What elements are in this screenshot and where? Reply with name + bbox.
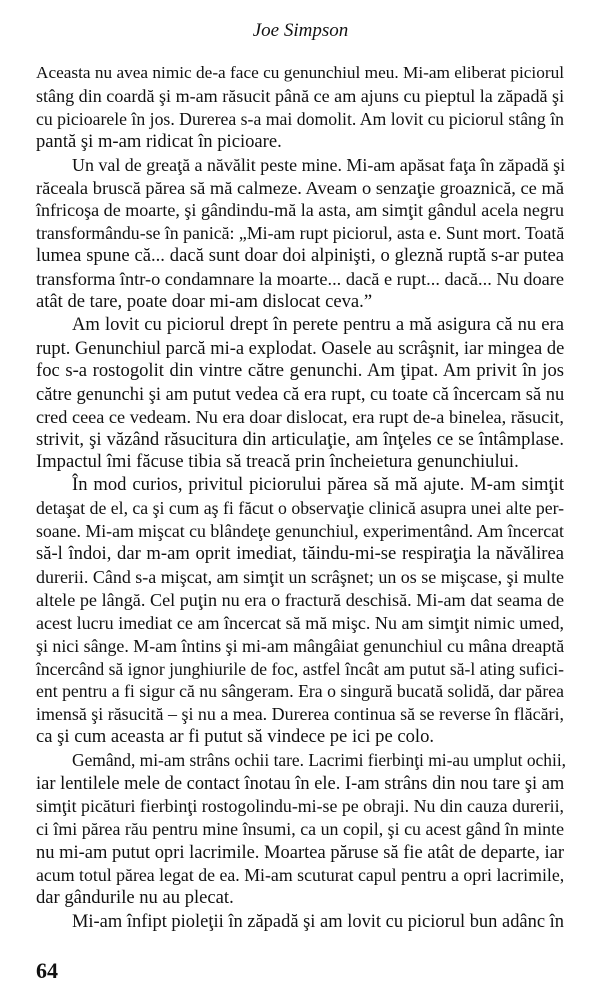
paragraph (36, 314, 564, 474)
text-line: Impactul îmi făcuse tibia să treacă prin încheietura genunchiului. (36, 451, 519, 473)
paragraph (36, 749, 567, 909)
text-line: ca şi cum aceasta ar fi putut să vindece pe ici pe colo. (36, 726, 435, 748)
paragraph (36, 62, 564, 154)
text-line: transformându-se în panică: „Mi-am rupt piciorul, asta e. Sunt mort. Toată (36, 223, 565, 244)
text-line: ci îmi părea rău pentru mine însumi, ca un copil, şi cu acest gând în minte (36, 818, 564, 839)
text-line: nu mi-am putut opri lacrimile. Moartea păruse să fie atât de departe, iar (36, 841, 564, 862)
text-line: rupt. Genunchiul parcă mi-a explodat. Oasele au scrâşnit, iar mingea de (36, 337, 565, 358)
text-line: cred ceea ce vedeam. Nu era doar dislocat, era rupt de-a binelea, răsucit, (36, 406, 564, 427)
text-line: lumea spune că... dacă sunt doar doi alpinişti, o gleznă ruptă s-ar putea (36, 245, 564, 267)
text-line: Gemând, mi-am strâns ochii tare. Lacrimi fierbinţi mi-au umplut ochii, (72, 750, 567, 771)
text-line: acest lucru imediat ce am încercat să mă mişc. Nu am simţit nimic umed, (36, 612, 564, 633)
text-line: strivit, şi văzând răsucitura din articulaţie, am înţeles ce se întâmplase. (36, 428, 564, 450)
text-line: În mod curios, privitul piciorului părea să mă ajute. M-am simţit (72, 474, 564, 496)
text-line: transforma într-o condamnare la moarte... dacă e rupt... dacă... Nu doare (36, 269, 564, 290)
text-line: Un val de greaţă a năvălit peste mine. Mi-am apăsat faţa în zăpadă şi (72, 154, 566, 175)
text-line: către genunchi şi am putut vedea că era rupt, cu toate că încercam să nu (36, 383, 565, 404)
page-number: 64 (36, 958, 58, 983)
text-line: dar gândurile nu au plecat. (36, 886, 234, 908)
text-line: să-l îndoi, dar m-am oprit imediat, tăindu-mi-se respiraţia la năvălirea (36, 543, 564, 565)
text-line: cu picioarele în jos. Durerea s-a mai domolit. Am lovit cu piciorul stâng în (36, 108, 564, 129)
text-line: încercând să ignor junghiurile de foc, astfel încât am putut să-l ating sufici- (36, 658, 564, 679)
text-line: stâng din coardă şi m-am răsucit până ce am ajuns cu pieptul la zăpadă şi (36, 85, 565, 106)
text-line: răceala bruscă părea să mă calmeze. Aveam o senzaţie groaznică, ce mă (36, 177, 564, 198)
text-line: iar lentilele mele de contact înotau în ele. I-am strâns din nou tare şi am (36, 773, 565, 794)
text-line: ent pentru a fi sigur că nu sângeram. Era o singură bucată solidă, dar părea (36, 681, 564, 702)
text-line: Aceasta nu avea nimic de-a face cu genunchiul meu. Mi-am eliberat piciorul (36, 63, 564, 82)
paragraph (36, 910, 564, 933)
text-line: foc s-a rostogolit din vintre către genunchi. Am ţipat. Am privit în jos (36, 359, 564, 381)
text-line: atât de tare, poate doar mi-am dislocat ceva.” (36, 291, 373, 313)
text-line: acum totul părea legat de ea. Mi-am scuturat capul pentru a opri lacrimile, (36, 864, 565, 885)
text-line: înfricoşa de moarte, şi gândindu-mă la asta, am simţit gândul acela negru (36, 200, 564, 221)
paragraph (36, 474, 564, 749)
text-line: detaşat de el, ca şi cum aş fi făcut o observaţie clinică asupra unei alte per- (36, 498, 565, 519)
text-line: Mi-am înfipt pioleţii în zăpadă şi am lovit cu piciorul bun adânc în (72, 910, 564, 931)
text-line: soane. Mi-am mişcat cu blândeţe genunchiul, experimentând. Am încercat (36, 521, 564, 542)
text-line: şi nici sânge. M-am întins şi mi-am mângâiat genunchiul cu mâna dreaptă (36, 635, 565, 656)
text-line: altele pe lângă. Cel puţin nu era o fractură deschisă. Mi-am dat seama de (36, 589, 564, 610)
paragraph (36, 154, 564, 314)
text-line: Am lovit cu piciorul drept în perete pentru a mă asigura că nu era (72, 313, 564, 335)
body-text (36, 62, 567, 932)
text-line: imensă şi răsucită – şi nu a mea. Durerea continua să se reverse în flăcări, (36, 704, 564, 725)
text-line: durerii. Când s-a mişcat, am simţit un scrâşnet; un os se mişcase, şi multe (36, 566, 564, 587)
text-line: pantă şi m-am ridicat în picioare. (36, 130, 282, 152)
running-header: Joe Simpson (252, 20, 349, 41)
text-line: simţit picături fierbinţi rostogolindu-mi-se pe obraji. Nu din cauza durerii, (36, 796, 564, 816)
